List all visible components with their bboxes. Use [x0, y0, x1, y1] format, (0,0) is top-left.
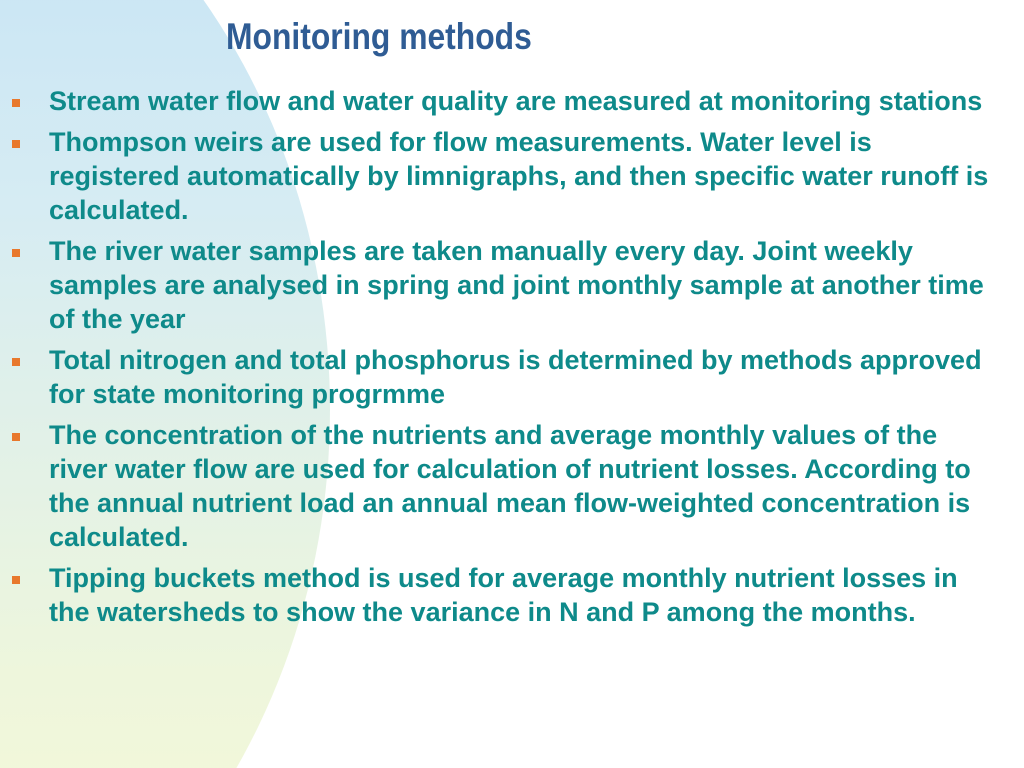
bullet-text: Stream water flow and water quality are measured at monitoring stations	[49, 86, 983, 116]
square-bullet-icon	[12, 358, 20, 366]
bullet-item	[12, 418, 1002, 554]
bullet-text: The concentration of the nutrients and average monthly values of the river water flow are used for calculation of nutrient losses. According to the annual nutrient load an annual mean flow-weighted concentration is calculated.	[49, 420, 971, 552]
bullet-text: Thompson weirs are used for flow measurements. Water level is registered automatically by limnigraphs, and then specific water runoff is calculated.	[49, 127, 989, 225]
slide-title: Monitoring methods	[226, 16, 532, 57]
bullet-list	[12, 84, 1002, 636]
square-bullet-icon	[12, 576, 20, 584]
square-bullet-icon	[12, 433, 20, 441]
bullet-text: The river water samples are taken manually every day. Joint weekly samples are analysed in spring and joint monthly sample at another time of the year	[49, 236, 984, 334]
bullet-text: Total nitrogen and total phosphorus is determined by methods approved for state monitoring progrmme	[49, 345, 982, 409]
square-bullet-icon	[12, 99, 20, 107]
bullet-item	[12, 125, 1002, 227]
square-bullet-icon	[12, 249, 20, 257]
bullet-item	[12, 234, 1002, 336]
bullet-text: Tipping buckets method is used for average monthly nutrient losses in the watersheds to show the variance in N and P among the months.	[49, 563, 958, 627]
square-bullet-icon	[12, 140, 20, 148]
bullet-item	[12, 84, 1002, 118]
bullet-item	[12, 561, 1002, 629]
bullet-item	[12, 343, 1002, 411]
